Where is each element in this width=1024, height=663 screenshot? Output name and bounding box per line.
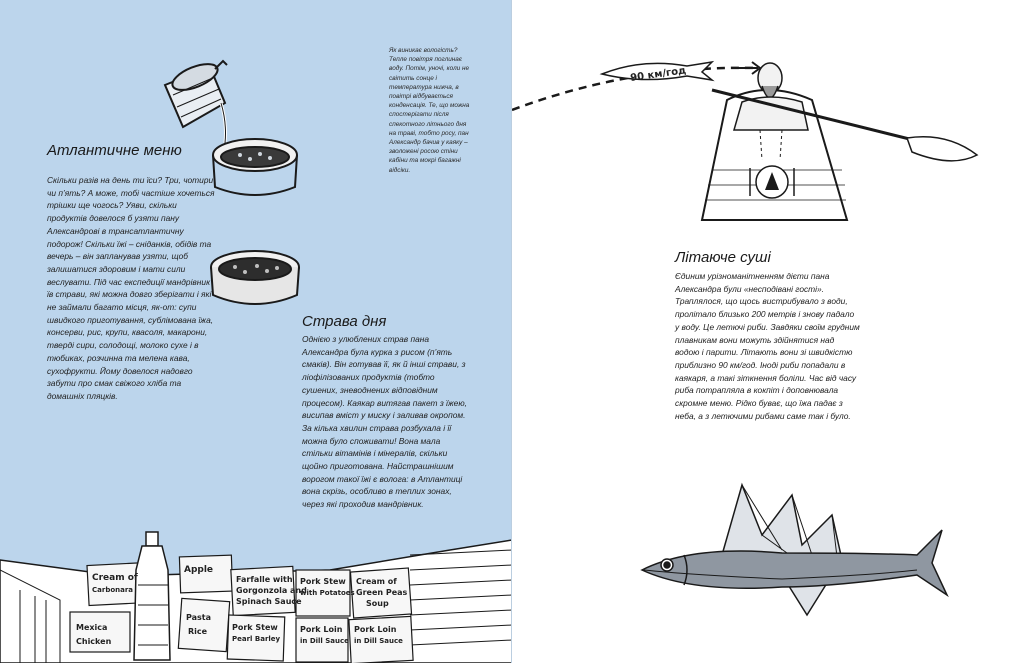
package-label: Mexica (76, 623, 108, 632)
package-label: Apple (184, 565, 214, 575)
package-label: in Dill Sauce (354, 637, 403, 645)
package-label: Carbonara (92, 586, 134, 594)
package-label: with Potatoes (300, 589, 355, 597)
sushi-paragraph: Єдиним урізноманітненням дієти пана Александра були «несподівані гості». Траплялося, що щось вистрибувало з води, пролітало близько 200 метрів і знову падало у воду. Це летючі риби. Завдяки своїм грудним плавникам вони можуть здійнятися над водою і парити. Літають вони зі швидкістю приблизно 90 км/год. Іноді риби попадали в каякаря, а такі зіткнення боліли. Час від часу риба потрапляла в кокпіт і доповнювала скромне меню. Рідко буває, що їжа падає з неба, а з летючими рибами саме так і було. (675, 271, 860, 421)
package-label: Gorgonzola and (236, 586, 307, 595)
package-label: in Dill Sauce (300, 637, 349, 645)
dish-paragraph: Однією з улюблених страв пана Александра була курка з рисом (п’ять смаків). Він готував її, як й інші страви, з ліофілізованих продуктів (тобто сушених, зневоднених відповідним процесом). Каякар витягав пакет з їжею, висипав вміст у миску і заливав окропом. За кілька хвилин страва розбухала і її можна було споживати! Вона мала стільки вітамінів і мінералів, скільки щойно приготована. Найстрашнішим ворогом такої їжі є волога: в Атлантиці вона скрізь, особливо в теплих зонах, через які проходив мандрівник. (302, 334, 467, 510)
package-label: Rice (188, 627, 208, 636)
package-label: Pork Stew (232, 623, 278, 632)
menu-heading: Атлантичне меню (47, 142, 182, 159)
kayaker-illustration (512, 40, 982, 230)
dish-heading: Страва дня (302, 313, 387, 330)
package-label: Cream of (356, 577, 397, 586)
package-label: Green Peas (356, 588, 408, 597)
food-packages-illustration (0, 530, 512, 663)
package-label: Cream of (92, 573, 138, 583)
package-label: Chicken (76, 637, 112, 646)
flying-fish-illustration (632, 475, 952, 625)
food-bowl-illustration (205, 245, 305, 315)
right-page (512, 0, 1024, 663)
menu-paragraph: Скільки разів на день ти їси? Три, чотири чи п’ять? А може, тобі частіше хочеться трішки ще чогось? Уяви, скільки продуктів довелося б узяти пану Александрові в трансатлантичну подорож! Скільки їжі – сніданків, обідів та вечерь – він запланував узяти, щоб залишатися здоровим і мати сили веслувати. Під час експедиції мандрівник їв страви, які можна довго зберігати і які не займали багато місця, як-от: супи швидкого приготування, сублімована їжа, консерви, рис, крупи, квасоля, макарони, тверді сири, солодощі, молоко сухе і в тюбиках, розчинна та мелена кава, сухофрукти. Йому довелося надовго забути про смак свіжого хліба та домашніх пляцків. (47, 175, 215, 401)
package-label: Pasta (186, 613, 212, 622)
sushi-heading: Літаюче суші (675, 249, 771, 266)
humidity-side-note: Як виникає вологість? Тепле повітря поглинає воду. Потім, уночі, коли не світить сонце і температура нижча, в повітрі відбувається конденсація. Те, що можна спостерігати після спекотного літнього дня на траві, тобто росу, пан Александр бачив у каяку – зволожені росою стіни кабіни та мокрі багажні відсіки. (389, 47, 470, 174)
package-label: Pork Loin (300, 625, 343, 634)
package-label: Soup (366, 599, 389, 608)
speed-label: 90 км/год (629, 65, 687, 84)
package-label: Pork Stew (300, 577, 346, 586)
package-label: Pearl Barley (232, 635, 281, 643)
package-label: Farfalle with (236, 575, 293, 584)
package-label: Spinach Sauce (236, 597, 302, 606)
package-label: Pork Loin (354, 625, 397, 634)
